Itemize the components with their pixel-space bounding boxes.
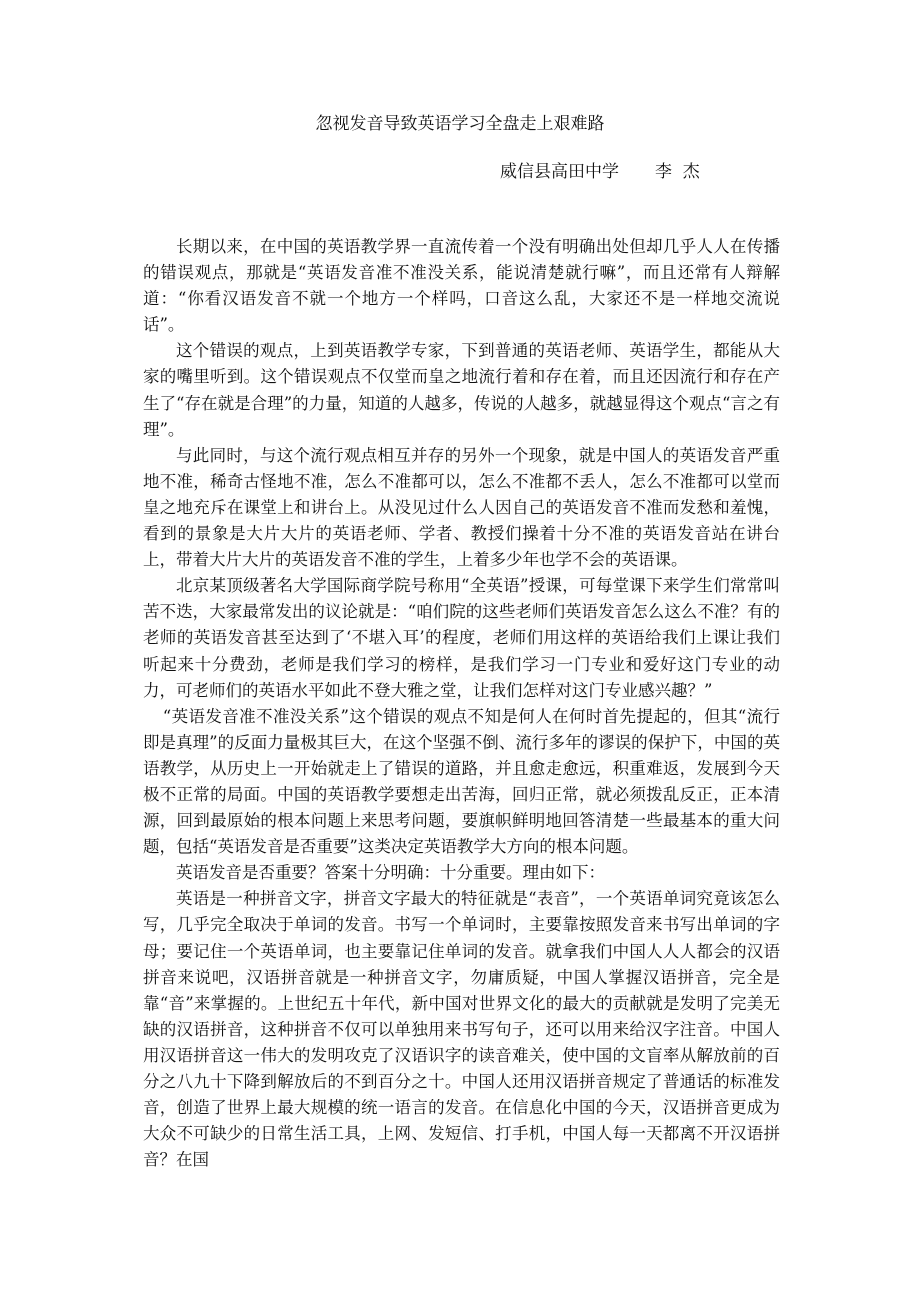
paragraph: 这个错误的观点，上到英语教学专家，下到普通的英语老师、英语学生，都能从大家的嘴里听到。这个错误观点不仅堂而皇之地流行着和存在着，而且还因流行和存在产生了“存在就是合理”的力量，知道的人越多，传说的人越多，就越显得这个观点“言之有理”。 bbox=[143, 341, 780, 439]
paragraph: 北京某顶级著名大学国际商学院号称用“全英语”授课，可每堂课下来学生们常常叫苦不迭，大家最常发出的议论就是：“咱们院的这些老师们英语发音怎么这么不准？有的老师的英语发音甚至达到了‘不堪入耳’的程度，老师们用这样的英语给我们上课让我们听起来十分费劲，老师是我们学习的榜样，是我们学习一门专业和爱好这门专业的动力，可老师们的英语水平如此不登大雅之堂，让我们怎样对这门专业感兴趣？” bbox=[143, 576, 780, 700]
paragraph: “英语发音准不准没关系”这个错误的观点不知是何人在何时首先提起的，但其“流行即是真理”的反面力量极其巨大，在这个坚强不倒、流行多年的谬误的保护下，中国的英语教学，从历史上一开始就走上了错误的道路，并且愈走愈远，积重难返，发展到今天极不正常的局面。中国的英语教学要想走出苦海，回归正常，就必须拨乱反正，正本清源，回到最原始的根本问题上来思考问题，要旗帜鲜明地回答清楚一些最基本的重大问题，包括“英语发音是否重要”这类决定英语教学大方向的根本问题。 bbox=[143, 706, 780, 857]
author-name: 李 杰 bbox=[655, 162, 700, 182]
paragraph: 英语发音是否重要？答案十分明确：十分重要。理由如下： bbox=[176, 863, 605, 883]
author-line bbox=[500, 160, 700, 184]
document-title: 忽视发音导致英语学习全盘走上艰难路 bbox=[315, 114, 605, 134]
paragraph: 英语是一种拼音文字，拼音文字最大的特征就是“表音”，一个英语单词究竟该怎么写，几乎完全取决于单词的发音。书写一个单词时，主要靠按照发音来书写出单词的字母；要记住一个英语单词，也主要靠记住单词的发音。就拿我们中国人人人都会的汉语拼音来说吧，汉语拼音就是一种拼音文字，勿庸质疑，中国人掌握汉语拼音，完全是靠“音”来掌握的。上世纪五十年代，新中国对世界文化的最大的贡献就是发明了完美无缺的汉语拼音，这种拼音不仅可以单独用来书写句子，还可以用来给汉字注音。中国人用汉语拼音这一伟大的发明攻克了汉语识字的读音难关，使中国的文盲率从解放前的百分之八九十下降到解放后的不到百分之十。中国人还用汉语拼音规定了普通话的标准发音，创造了世界上最大规模的统一语言的发音。在信息化中国的今天，汉语拼音更成为大众不可缺少的日常生活工具，上网、发短信、打手机，中国人每一天都离不开汉语拼音？在国 bbox=[143, 889, 780, 1170]
document-body bbox=[143, 234, 780, 1173]
paragraph: 长期以来，在中国的英语教学界一直流传着一个没有明确出处但却几乎人人在传播的错误观点，那就是“英语发音准不准没关系，能说清楚就行嘛”，而且还常有人辩解道：“你看汉语发音不就一个地方一个样吗，口音这么乱，大家还不是一样地交流说话”。 bbox=[143, 237, 780, 335]
author-school: 威信县高田中学 bbox=[500, 162, 619, 182]
paragraph: 与此同时，与这个流行观点相互并存的另外一个现象，就是中国人的英语发音严重地不准，稀奇古怪地不准，怎么不准都可以，怎么不准都不丢人，怎么不准都可以堂而皇之地充斥在课堂上和讲台上。从没见过什么人因自己的英语发音不准而发愁和羞愧，看到的景象是大片大片的英语老师、学者、教授们操着十分不准的英语发音站在讲台上，带着大片大片的英语发音不准的学生，上着多少年也学不会的英语课。 bbox=[143, 445, 780, 570]
